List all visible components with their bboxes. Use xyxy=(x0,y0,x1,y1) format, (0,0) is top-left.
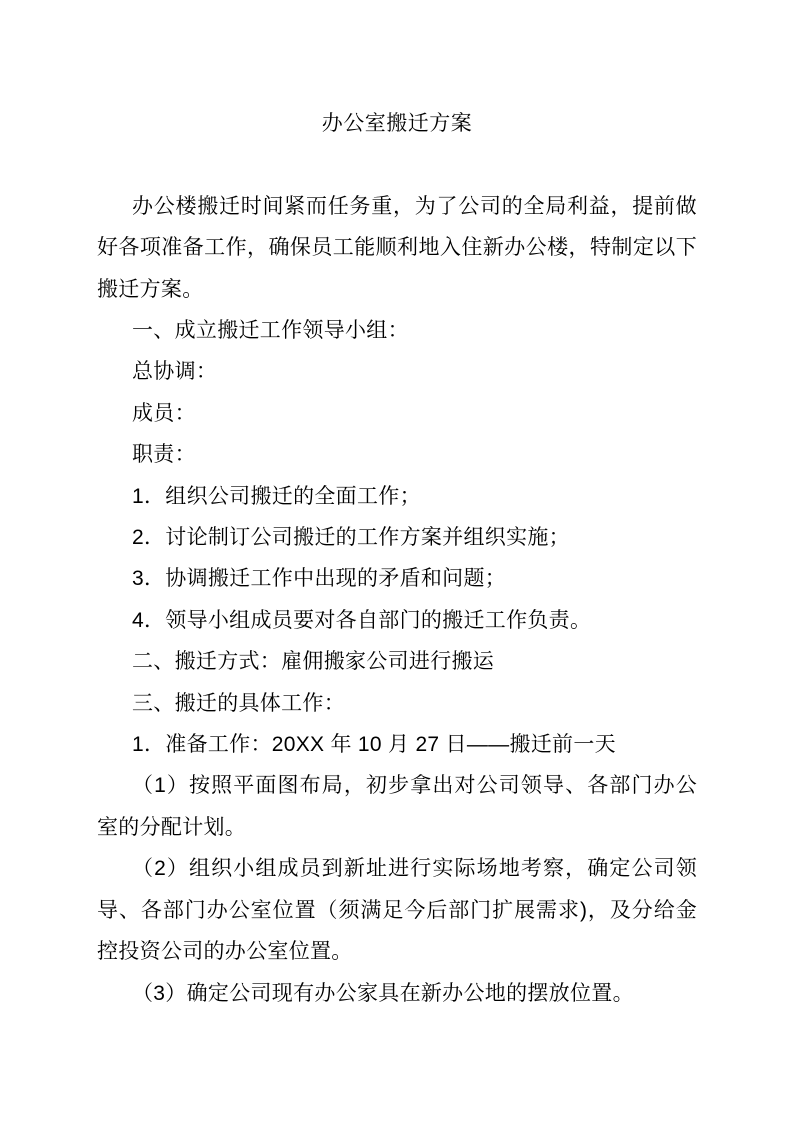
document-paragraph: 1．准备工作：20XX 年 10 月 27 日——搬迁前一天 xyxy=(132,733,616,757)
document-paragraph: 职责： xyxy=(132,443,196,467)
document-paragraph: （3）确定公司现有办公家具在新办公地的摆放位置。 xyxy=(132,981,634,1005)
document-title: 办公室搬迁方案 xyxy=(321,112,473,135)
document-paragraph: 成员： xyxy=(132,401,196,425)
document-paragraph: 4．领导小组成员要对各自部门的搬迁工作负责。 xyxy=(132,608,592,632)
document-body xyxy=(97,186,697,1014)
document-paragraph: 三、搬迁的具体工作： xyxy=(132,691,345,715)
document-paragraph: 2．讨论制订公司搬迁的工作方案并组织实施； xyxy=(132,526,570,550)
document-paragraph: 办公楼搬迁时间紧而任务重，为了公司的全局利益，提前做好各项准备工作，确保员工能顺利地入住新办公楼，特制定以下搬迁方案。 xyxy=(97,194,697,301)
document-paragraph: （1）按照平面图布局，初步拿出对公司领导、各部门办公室的分配计划。 xyxy=(97,774,697,839)
document-paragraph: 1．组织公司搬迁的全面工作； xyxy=(132,484,421,508)
document-paragraph: 3．协调搬迁工作中出现的矛盾和问题； xyxy=(132,567,507,591)
document-paragraph: 一、成立搬迁工作领导小组： xyxy=(132,319,409,343)
document-paragraph: 二、搬迁方式：雇佣搬家公司进行搬运 xyxy=(132,650,495,674)
document-paragraph: （2）组织小组成员到新址进行实际场地考察，确定公司领导、各部门办公室位置（须满足今后部门扩展需求)，及分给金控投资公司的办公室位置。 xyxy=(97,857,697,964)
document-paragraph: 总协调： xyxy=(132,360,218,384)
